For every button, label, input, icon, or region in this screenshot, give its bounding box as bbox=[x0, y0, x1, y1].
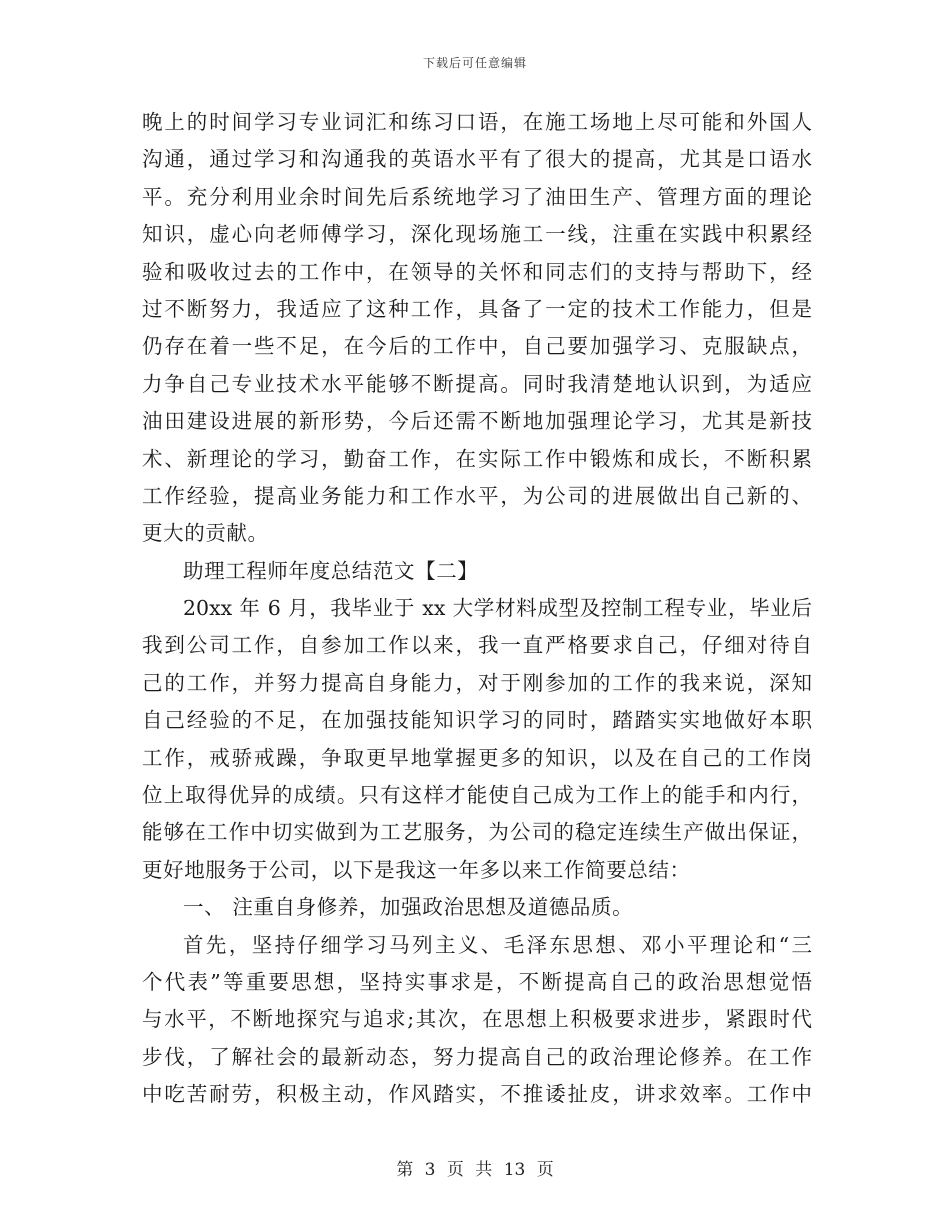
body-line: 个代表”等重要思想，坚持实事求是，不断提高自己的政治思想觉悟 bbox=[142, 969, 812, 994]
body-line: 术、新理论的学习，勤奋工作，在实际工作中锻炼和成长，不断积累 bbox=[142, 446, 812, 471]
body-line: 步伐，了解社会的最新动态，努力提高自己的政治理论修养。在工作 bbox=[142, 1044, 812, 1069]
body-line: 沟通，通过学习和沟通我的英语水平有了很大的提高，尤其是口语水 bbox=[142, 147, 812, 172]
body-line: 力争自己专业技术水平能够不断提高。同时我清楚地认识到，为适应 bbox=[142, 371, 812, 396]
section-heading: 助理工程师年度总结范文【二】 bbox=[183, 558, 479, 583]
document-body bbox=[142, 104, 812, 1114]
body-line: 知识，虚心向老师傅学习，深化现场施工一线，注重在实践中积累经 bbox=[142, 222, 812, 247]
body-line: 自己经验的不足，在加强技能知识学习的同时，踏踏实实地做好本职 bbox=[142, 708, 812, 733]
body-line: 位上取得优异的成绩。只有这样才能使自己成为工作上的能手和内行， bbox=[142, 783, 812, 808]
body-line: 中吃苦耐劳，积极主动，作风踏实，不推诿扯皮，讲求效率。工作中 bbox=[142, 1082, 812, 1107]
body-line: 验和吸收过去的工作中，在领导的关怀和同志们的支持与帮助下，经 bbox=[142, 259, 812, 284]
body-line: 更大的贡献。 bbox=[142, 521, 269, 546]
body-line: 能够在工作中切实做到为工艺服务，为公司的稳定连续生产做出保证， bbox=[142, 820, 812, 845]
body-line: 20xx 年 6 月，我毕业于 xx 大学材料成型及控制工程专业，毕业后 bbox=[183, 596, 812, 621]
body-line: 首先，坚持仔细学习马列主义、毛泽东思想、邓小平理论和“三 bbox=[183, 932, 812, 957]
page-header: 下载后可任意编辑 bbox=[422, 56, 527, 70]
body-line: 更好地服务于公司，以下是我这一年多以来工作简要总结： bbox=[142, 857, 691, 882]
body-line: 平。充分利用业余时间先后系统地学习了油田生产、管理方面的理论 bbox=[142, 184, 812, 209]
body-line: 我到公司工作，自参加工作以来，我一直严格要求自己，仔细对待自 bbox=[142, 633, 812, 658]
body-line: 油田建设进展的新形势，今后还需不断地加强理论学习，尤其是新技 bbox=[142, 409, 812, 434]
body-line: 过不断努力，我适应了这种工作，具备了一定的技术工作能力，但是 bbox=[142, 296, 812, 321]
body-line: 己的工作，并努力提高自身能力，对于刚参加的工作的我来说，深知 bbox=[142, 670, 812, 695]
body-line: 工作，戒骄戒躁，争取更早地掌握更多的知识，以及在自己的工作岗 bbox=[142, 745, 812, 770]
body-line: 仍存在着一些不足，在今后的工作中，自己要加强学习、克服缺点， bbox=[142, 334, 812, 359]
page-number-footer: 第 3 页 共 13 页 bbox=[396, 1160, 554, 1180]
body-line: 工作经验，提高业务能力和工作水平，为公司的进展做出自己新的、 bbox=[142, 483, 812, 508]
body-line: 与水平，不断地探究与追求;其次，在思想上积极要求进步，紧跟时代 bbox=[142, 1007, 812, 1032]
body-line: 晚上的时间学习专业词汇和练习口语，在施工场地上尽可能和外国人 bbox=[142, 110, 812, 134]
section-heading: 一、 注重自身修养，加强政治思想及道德品质。 bbox=[183, 895, 634, 920]
